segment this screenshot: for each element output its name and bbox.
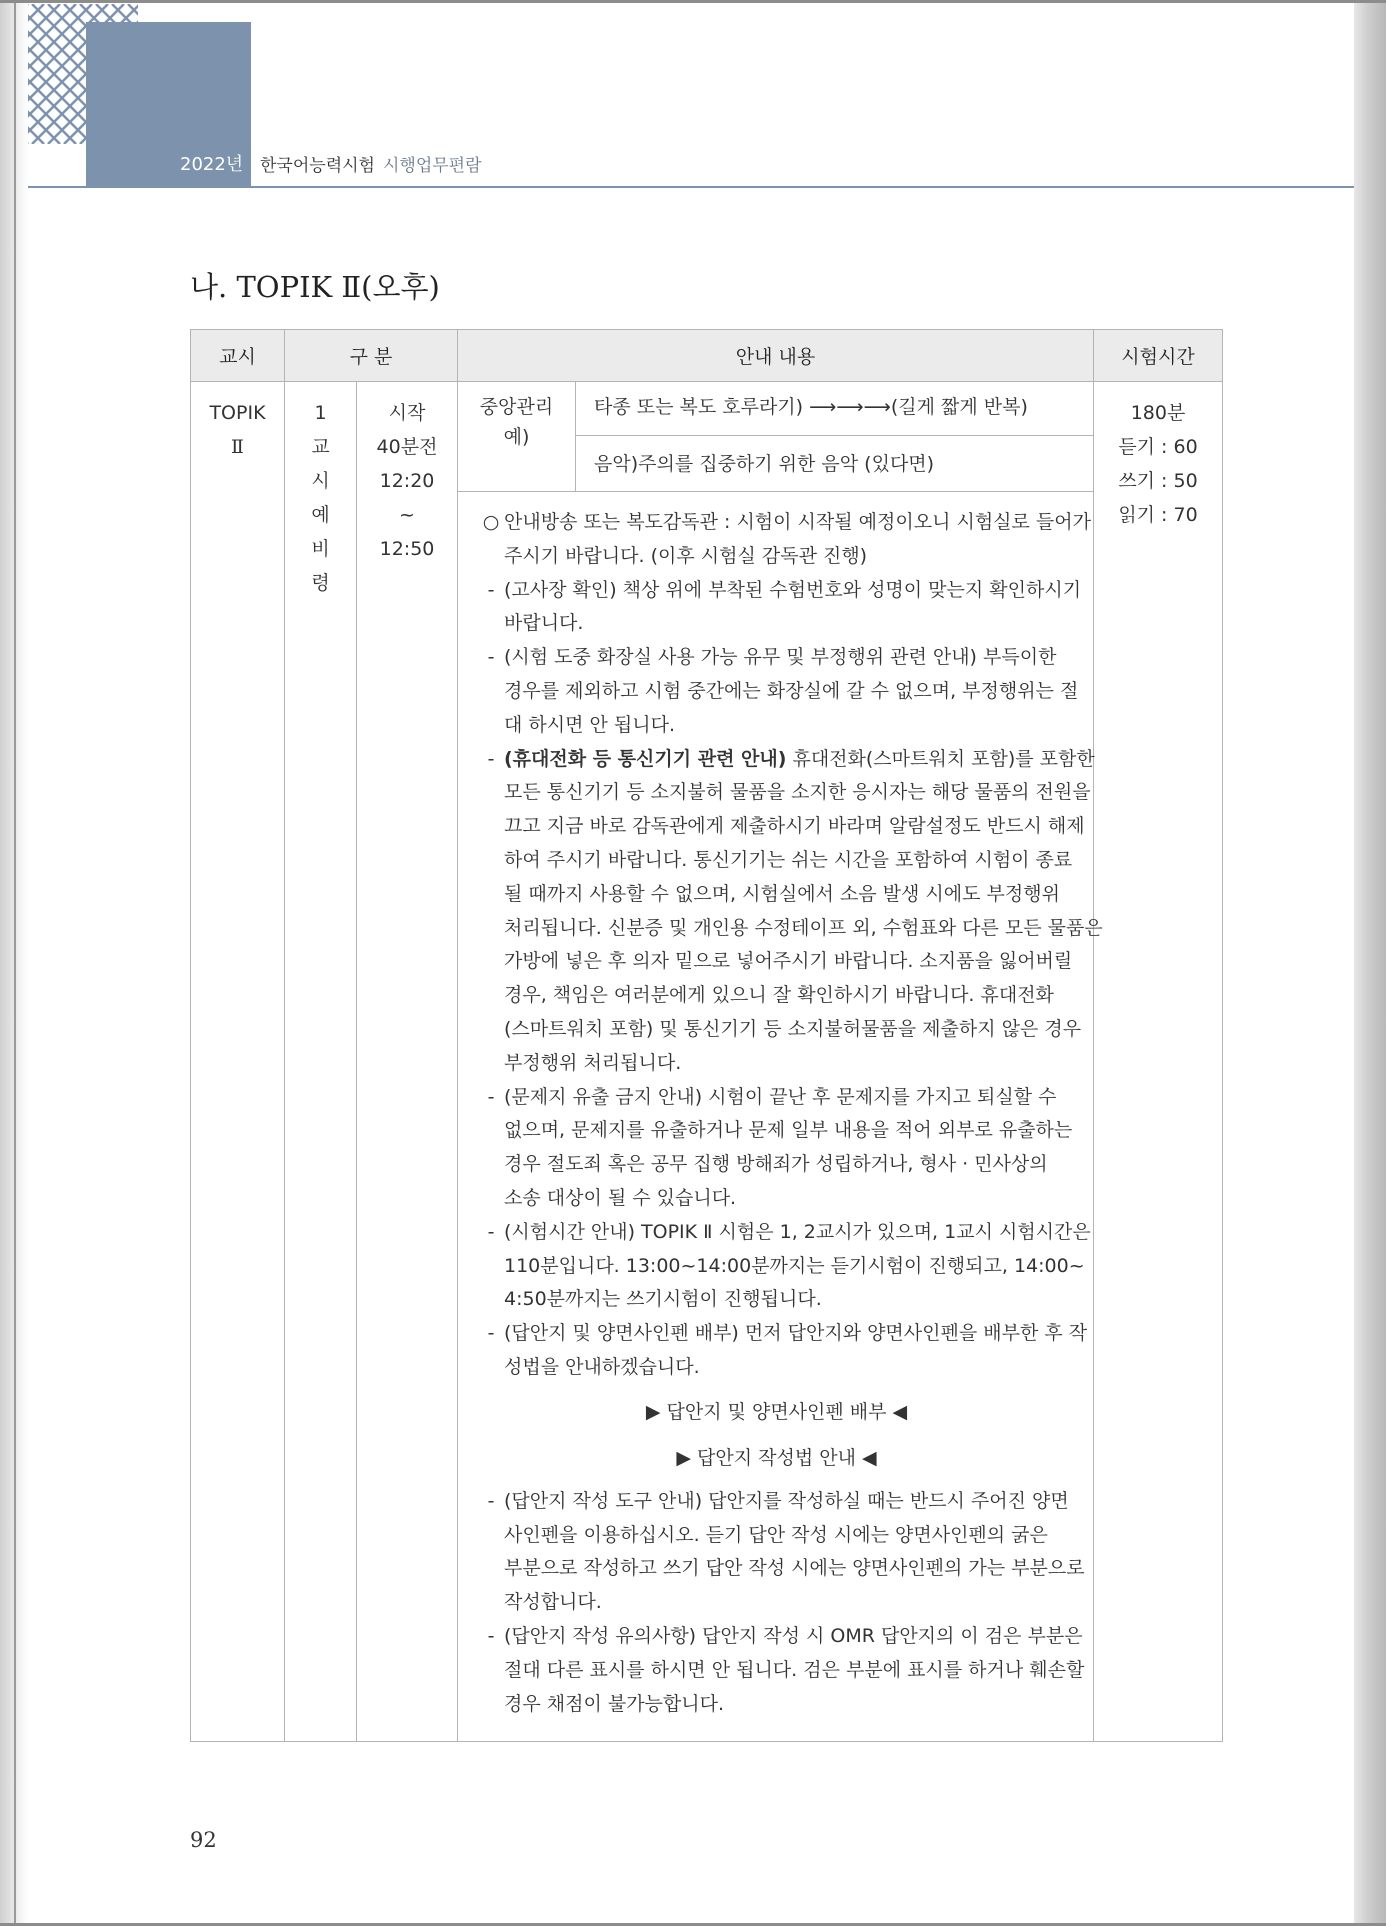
list-item <box>478 1216 1091 1317</box>
time-line: 시작 <box>388 402 426 424</box>
header-guidance: 안내 내용 <box>458 330 1094 382</box>
text-line: (답안지 작성 유의사항) 답안지 작성 시 OMR 답안지의 이 검은 부분은 <box>504 1624 1083 1647</box>
time-line: ~ <box>399 504 415 526</box>
text-line: (스마트워치 포함) 및 통신기기 등 소지불허물품을 제출하지 않은 경우 <box>504 1017 1082 1040</box>
dash-bullet-icon: - <box>487 1220 495 1243</box>
exam-listening-time: 듣기 : 60 <box>1118 436 1198 458</box>
table-header-row <box>191 330 1223 382</box>
period-line: TOPIK <box>209 402 266 424</box>
period-line: Ⅱ <box>231 436 244 458</box>
category-vertical-text: 1교시예비령 <box>311 402 330 594</box>
text-line: 사인펜을 이용하십시오. 듣기 답안 작성 시에는 양면사인펜의 굵은 <box>504 1523 1048 1546</box>
header-rule <box>28 186 1354 188</box>
header-category: 구 분 <box>285 330 458 382</box>
exam-reading-time: 읽기 : 70 <box>1118 504 1198 526</box>
header-title <box>260 151 482 176</box>
text-line: 없으며, 문제지를 유출하거나 문제 일부 내용을 적어 외부로 유출하는 <box>504 1119 1073 1142</box>
text-line: 대 하시면 안 됩니다. <box>504 713 675 736</box>
text-line: 바랍니다. <box>504 612 584 635</box>
text-line: 경우, 책임은 여러분에게 있으니 잘 확인하시기 바랍니다. 휴대전화 <box>504 984 1054 1007</box>
text-line: 경우 채점이 불가능합니다. <box>504 1692 725 1715</box>
text-line: 부정행위 처리됩니다. <box>504 1051 682 1074</box>
intro-announcement <box>478 506 1091 574</box>
list-item <box>478 641 1079 742</box>
chime-cell <box>576 382 1094 436</box>
text-line: (답안지 작성 도구 안내) 답안지를 작성하실 때는 반드시 주어진 양면 <box>504 1489 1069 1512</box>
text-line: 하여 주시기 바랍니다. 통신기기는 쉬는 시간을 포함하여 시험이 종료 <box>504 848 1073 871</box>
schedule-table <box>190 329 1223 1742</box>
text-line: 부분으로 작성하고 쓰기 답안 작성 시에는 양면사인펜의 가는 부분으로 <box>504 1557 1085 1580</box>
instruction-step-line: ▶ 답안지 작성법 안내 ◀ <box>676 1446 877 1469</box>
list-item <box>478 1081 1075 1216</box>
header-period: 교시 <box>191 330 285 382</box>
page-number: 92 <box>190 1828 217 1852</box>
text-line: 될 때까지 사용할 수 없으며, 시험실에서 소음 발생 시에도 부정행위 <box>504 882 1060 905</box>
central-label-line: 중앙관리 <box>479 396 554 418</box>
text-line: (문제지 유출 금지 안내) 시험이 끝난 후 문제지를 가지고 퇴실할 수 <box>504 1085 1057 1108</box>
exam-writing-time: 쓰기 : 50 <box>1118 470 1198 492</box>
music-cell <box>576 436 1094 492</box>
page-top-edge <box>0 0 1386 3</box>
dash-bullet-icon: - <box>487 646 495 669</box>
header-year: 2022년 <box>180 154 244 175</box>
text-line: 경우를 제외하고 시험 중간에는 화장실에 갈 수 없으며, 부정행위는 절 <box>504 679 1079 702</box>
header-subtitle: 시행업무편람 <box>382 156 482 176</box>
text-line <box>504 743 1103 777</box>
dash-bullet-icon: - <box>487 578 495 601</box>
list-item <box>478 1485 1085 1620</box>
text-line: (시험시간 안내) TOPIK Ⅱ 시험은 1, 2교시가 있으며, 1교시 시험시간은 <box>504 1220 1091 1243</box>
text-line: 경우 절도죄 혹은 공무 집행 방해죄가 성립하거나, 형사 · 민사상의 <box>504 1153 1048 1176</box>
text-line: (고사장 확인) 책상 위에 부착된 수험번호와 성명이 맞는지 확인하시기 <box>504 578 1082 601</box>
text-line: 절대 다른 표시를 하시면 안 됩니다. 검은 부분에 표시를 하거나 훼손할 <box>504 1658 1085 1681</box>
text-line: 4:50분까지는 쓰기시험이 진행됩니다. <box>504 1288 822 1311</box>
dash-bullet-icon: - <box>487 1322 495 1345</box>
phone-guidance-item <box>478 743 1103 1081</box>
text-line: 모든 통신기기 등 소지불허 물품을 소지한 응시자는 해당 물품의 전원을 <box>504 781 1091 804</box>
text-line: 작성합니다. <box>504 1591 602 1614</box>
music-text: 음악)주의를 집중하기 위한 음악 (있다면) <box>594 452 935 475</box>
binding-edge <box>0 0 28 1926</box>
guidance-content-cell <box>458 492 1103 1742</box>
chime-text: 타종 또는 복도 호루라기) ⟶⟶⟶(길게 짧게 반복) <box>594 396 1028 418</box>
central-control-cell <box>458 382 576 492</box>
text-line: 안내방송 또는 복도감독관 : 시험이 시작될 예정이오니 시험실로 들어가 <box>504 511 1091 533</box>
dash-bullet-icon: - <box>487 1624 495 1647</box>
dash-bullet-icon: - <box>487 1489 495 1512</box>
central-label-line: 예) <box>503 426 530 448</box>
list-item <box>478 1317 1088 1385</box>
text-line: 소송 대상이 될 수 있습니다. <box>504 1186 737 1209</box>
section-title: 나. TOPIK Ⅱ(오후) <box>190 270 440 304</box>
text-line: 110분입니다. 13:00~14:00분까지는 듣기시험이 진행되고, 14:00~ <box>504 1254 1085 1277</box>
list-item <box>478 574 1082 642</box>
header-exam-time: 시험시간 <box>1094 330 1223 382</box>
text-line: 주시기 바랍니다. (이후 시험실 감독관 진행) <box>504 544 868 567</box>
time-line: 12:50 <box>379 538 435 560</box>
text-line: 끄고 지금 바로 감독관에게 제출하시기 바라며 알람설정도 반드시 해제 <box>504 815 1085 838</box>
text-line: 성법을 안내하겠습니다. <box>504 1355 700 1378</box>
list-item <box>478 1620 1085 1721</box>
time-line: 40분전 <box>376 436 438 458</box>
dash-bullet-icon: - <box>487 1085 495 1108</box>
text-line: 가방에 넣은 후 의자 밑으로 넣어주시기 바랍니다. 소지품을 잃어버릴 <box>504 950 1073 973</box>
header-title-main: 한국어능력시험 <box>260 156 375 176</box>
dash-bullet-icon: - <box>487 747 495 770</box>
exam-total-time: 180분 <box>1130 402 1186 424</box>
circle-bullet-icon: ○ <box>482 511 500 533</box>
phone-guidance-label: (휴대전화 등 통신기기 관련 안내) <box>504 747 787 770</box>
text-line: (시험 도중 화장실 사용 가능 유무 및 부정행위 관련 안내) 부득이한 <box>504 646 1057 669</box>
time-line: 12:20 <box>379 470 435 492</box>
category-vertical-cell <box>285 382 357 1742</box>
start-time-cell <box>357 382 458 1742</box>
text-line: (답안지 및 양면사인펜 배부) 먼저 답안지와 양면사인펜을 배부한 후 작 <box>504 1322 1088 1345</box>
page-shadow <box>1354 0 1386 1926</box>
phone-guidance-first-text: 휴대전화(스마트워치 포함)를 포함한 <box>786 747 1095 770</box>
text-line: 처리됩니다. 신분증 및 개인용 수정테이프 외, 수험표와 다른 모든 물품은 <box>504 916 1103 939</box>
table-row <box>191 382 1223 436</box>
period-cell <box>191 382 285 1742</box>
exam-time-cell <box>1094 382 1223 1742</box>
distribution-step-line: ▶ 답안지 및 양면사인펜 배부 ◀ <box>645 1400 908 1423</box>
